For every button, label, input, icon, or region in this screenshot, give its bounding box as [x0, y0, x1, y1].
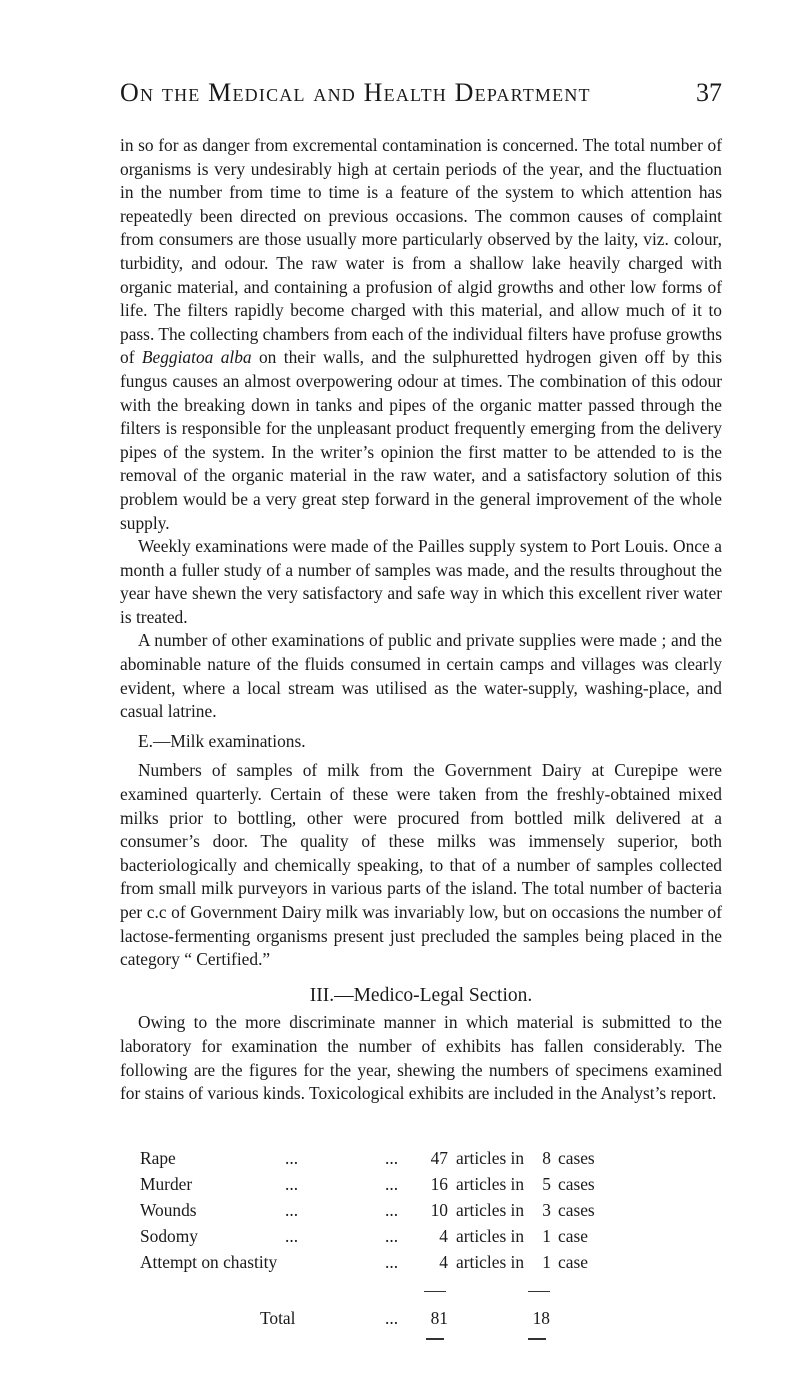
table-row: [140, 1252, 660, 1278]
section-heading-medico-legal: III.—Medico-Legal Section.: [309, 984, 533, 1006]
sum-rule-cases: [528, 1291, 550, 1292]
paragraph-text: on their walls, and the sulphuretted hydrogen given off by this fungus causes an almost overpowering odour at times. The combination of this odour with the breaking down in tanks and pipes of the organic matter passed through the filters is responsible for the unpleasant product frequently emerging from the delivery pipes of the system. In the writer’s opinion the first matter to be attended to is the removal of the organic material in the raw water, and a satisfactory solution of this problem would be a very great step forward in the general improvement of the whole supply.: [120, 347, 723, 533]
row-cases-label: cases: [558, 1200, 595, 1220]
leader-dots: ...: [385, 1174, 399, 1194]
row-category: Wounds: [140, 1200, 197, 1220]
species-name: Beggiatoa alba: [141, 347, 252, 368]
exhibits-table: [140, 1148, 660, 1328]
row-category: Rape: [140, 1148, 176, 1168]
leader-dots: ...: [385, 1252, 399, 1272]
row-articles-label: articles in: [456, 1200, 525, 1220]
row-cases: 5: [542, 1174, 551, 1194]
leader-dots: ...: [385, 1308, 399, 1328]
row-category: Murder: [140, 1174, 193, 1194]
row-cases-label: cases: [558, 1174, 595, 1194]
row-cases-label: case: [558, 1252, 588, 1272]
row-articles-label: articles in: [456, 1252, 525, 1272]
paragraph-other-examinations: A number of other examinations of public and private supplies were made ; and the abominable nature of the fluids consumed in certain camps and villages was clearly evident, where a local stream was utilised as the water-supply, washing-place, and casual latrine.: [120, 630, 722, 722]
row-cases-label: cases: [558, 1148, 595, 1168]
section-heading-milk: E.—Milk examinations.: [138, 730, 306, 751]
total-underline-articles: [426, 1338, 444, 1340]
leader-dots: ...: [285, 1200, 299, 1220]
paragraph-pailles: Weekly examinations were made of the Pailles supply system to Port Louis. Once a month a fuller study of a number of samples was made, and the results throughout the year have shewn the very satisfactory and safe way in which this excellent river water is treated.: [120, 536, 722, 627]
total-cases: 18: [532, 1308, 550, 1328]
row-articles: 4: [439, 1252, 448, 1272]
paragraph-medico-legal: Owing to the more discriminate manner in which material is submitted to the laboratory for examination the number of exhibits has fallen considerably. The following are the figures for the year, shewing the numbers of specimens examined for stains of various kinds. Toxicological exhibits are included in the Analyst’s report.: [120, 1012, 722, 1104]
row-cases: 1: [542, 1252, 551, 1272]
page-number: 37: [696, 78, 722, 107]
table-row: [140, 1148, 660, 1174]
body-text: [120, 134, 722, 1106]
row-cases-label: case: [558, 1226, 588, 1246]
leader-dots: ...: [385, 1148, 399, 1168]
leader-dots: ...: [285, 1226, 299, 1246]
row-articles: 4: [439, 1226, 448, 1246]
row-category: Sodomy: [140, 1226, 198, 1246]
row-articles: 10: [430, 1200, 448, 1220]
total-label: Total: [260, 1308, 296, 1328]
running-title: On the Medical and Health Department: [120, 78, 591, 107]
row-articles-label: articles in: [456, 1174, 525, 1194]
row-cases: 8: [542, 1148, 551, 1168]
total-row: [140, 1308, 660, 1334]
leader-dots: ...: [285, 1148, 299, 1168]
leader-dots: ...: [285, 1174, 299, 1194]
sum-rule-articles: [424, 1291, 446, 1292]
table-row: [140, 1226, 660, 1252]
total-articles: 81: [430, 1308, 448, 1328]
row-articles: 16: [430, 1174, 448, 1194]
row-cases: 3: [542, 1200, 551, 1220]
row-cases: 1: [542, 1226, 551, 1246]
leader-dots: ...: [385, 1200, 399, 1220]
row-articles: 47: [430, 1148, 448, 1168]
running-head: [110, 78, 722, 118]
table-row: [140, 1200, 660, 1226]
row-articles-label: articles in: [456, 1148, 525, 1168]
paragraph-milk: Numbers of samples of milk from the Government Dairy at Curepipe were examined quarterly. Certain of these were taken from the freshly-obtained mixed milks prior to bottling, other were procured from bottled milk delivered at a consumer’s door. The quality of these milks was immensely superior, both bacteriologically and chemically speaking, to that of a number of samples collected from small milk purveyors in various parts of the island. The total number of bacteria per c.c of Government Dairy milk was invariably low, but on occasions the number of lactose-fermenting organisms present just precluded the samples being placed in the category “ Certified.”: [120, 760, 722, 970]
table-row: [140, 1174, 660, 1200]
leader-dots: ...: [385, 1226, 399, 1246]
paragraph-water-quality: [120, 134, 722, 535]
row-articles-label: articles in: [456, 1226, 525, 1246]
paragraph-text: in so for as danger from excremental contamination is concerned. The total number of organisms is very undesirably high at certain periods of the year, and the fluctuation in the number from time to time is a feature of the system to which attention has repeatedly been directed on previous occasions. The common causes of complaint from consumers are those usually more particularly observed by the laity, viz. colour, turbidity, and odour. The raw water is from a shallow lake heavily charged with organic material, and containing a profusion of algid growths and other low forms of life. The filters rapidly become charged with this material, and allow much of it to pass. The collecting chambers from each of the individual filters have profuse growths of: [120, 135, 722, 368]
total-underline-cases: [528, 1338, 546, 1340]
row-category: Attempt on chastity: [140, 1252, 278, 1272]
